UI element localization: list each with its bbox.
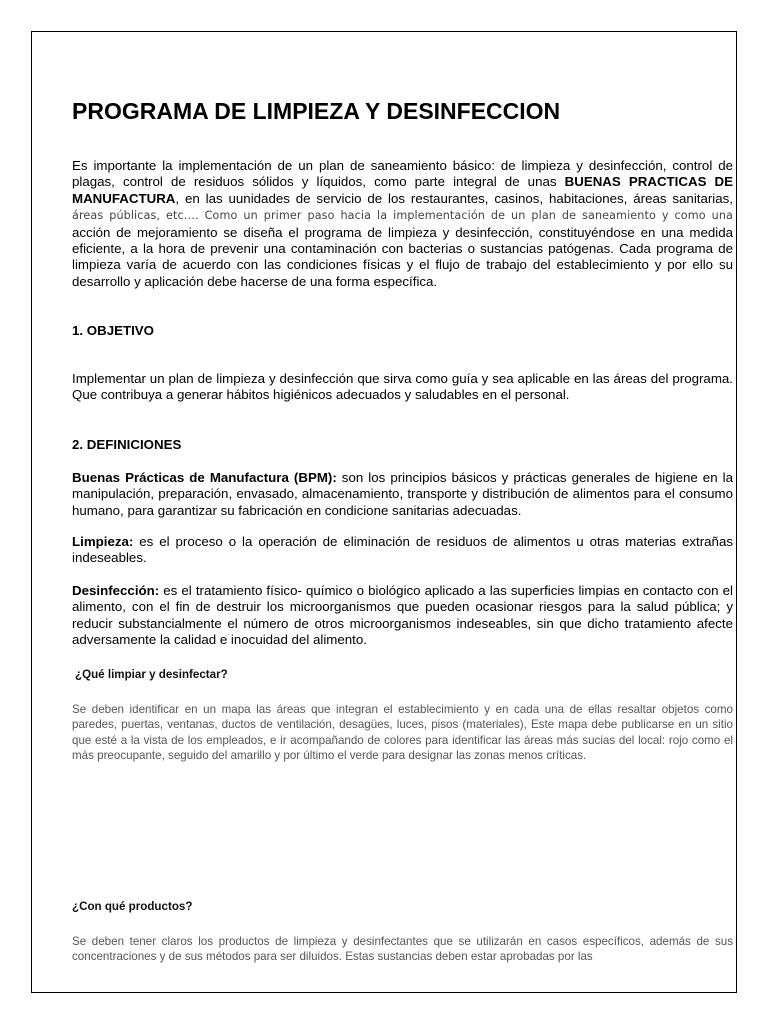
definition-desinfeccion-text: es el tratamiento físico- químico o biológico aplicado a las superficies limpias en contacto con el alimento, con el fin de destruir los microorganismos que pueden ocasionar riesgos para la salud pública; y reducir substancialmente el número de otros microorganismos indeseables, sin que dicho tratamiento afecte adversamente la calidad e inocuidad del alimento. bbox=[72, 583, 733, 648]
objetivo-text: Implementar un plan de limpieza y desinfección que sirva como guía y sea aplicable en las áreas del programa. Que contribuya a generar hábitos higiénicos adecuados y saludables en el personal. bbox=[72, 371, 733, 403]
document-page bbox=[31, 31, 737, 993]
document-title: PROGRAMA DE LIMPIEZA Y DESINFECCION bbox=[72, 98, 561, 124]
section-objetivo-heading: 1. OBJETIVO bbox=[72, 323, 155, 338]
definition-limpieza-text: es el proceso o la operación de eliminación de residuos de alimentos u otras materias extrañas indeseables. bbox=[72, 534, 733, 566]
que-limpiar-heading: ¿Qué limpiar y desinfectar? bbox=[75, 668, 228, 681]
intro-text-2: , en las uunidades de servicio de los restaurantes, casinos, habitaciones, áreas sanitarias, bbox=[175, 190, 733, 206]
definition-bpm-term: Buenas Prácticas de Manufactura (BPM): bbox=[72, 470, 337, 485]
que-limpiar-text: Se deben identificar en un mapa las áreas que integran el establecimiento y en cada una de ellas resaltar objetos como paredes, puertas, ventanas, ductos de ventilación, desagües, luces, pisos (materiales), Este mapa debe publicarse en un sitio que esté a la vista de los empleados, e ir acompañando de colores para identificar las áreas más sucias del local: rojo como el más preocupante, seguido del amarillo y por último el verde para designar las zonas menos críticas. bbox=[72, 703, 733, 762]
intro-text-1: Es importante la implementación de un plan de saneamiento básico: de limpieza y desinfección, control de plagas, control de residuos sólidos y líquidos, como parte integral de unas bbox=[72, 158, 733, 190]
definition-limpieza bbox=[72, 534, 733, 567]
definition-desinfeccion-term: Desinfección: bbox=[72, 583, 160, 598]
intro-bold-bpm: BUENAS PRACTICAS DE MANUFACTURA bbox=[72, 174, 734, 206]
definition-limpieza-term: Limpieza: bbox=[72, 534, 134, 549]
section-definiciones-heading: 2. DEFINICIONES bbox=[72, 437, 182, 452]
con-que-heading: ¿Con qué productos? bbox=[72, 900, 193, 913]
con-que-text: Se deben tener claros los productos de limpieza y desinfectantes que se utilizarán en casos específicos, además de sus concentraciones y de sus métodos para ser diluidos. Estas sustancias deben estar aprobadas por las bbox=[72, 935, 733, 964]
intro-text-small: áreas públicas, etc…. Como un primer paso hacia la implementación de un plan de saneamiento y como una bbox=[72, 209, 733, 223]
definition-bpm-text: son los principios básicos y prácticas generales de higiene en la manipulación, preparación, envasado, almacenamiento, transporte y distribución de alimentos para el consumo humano, para garantizar su fabricación en condicione sanitarias adecuadas. bbox=[72, 470, 733, 518]
definition-bpm bbox=[72, 470, 733, 519]
definition-desinfeccion bbox=[72, 583, 733, 649]
intro-text-3: acción de mejoramiento se diseña el programa de limpieza y desinfección, constituyéndose en una medida eficiente, a la hora de prevenir una contaminación con bacterias o sustancias patógenas. Cada programa de limpieza varía de acuerdo con las condiciones físicas y el flujo de trabajo del establecimiento y por ello su desarrollo y aplicación debe hacerse de una forma específica. bbox=[72, 224, 733, 289]
intro-paragraph bbox=[72, 158, 733, 290]
